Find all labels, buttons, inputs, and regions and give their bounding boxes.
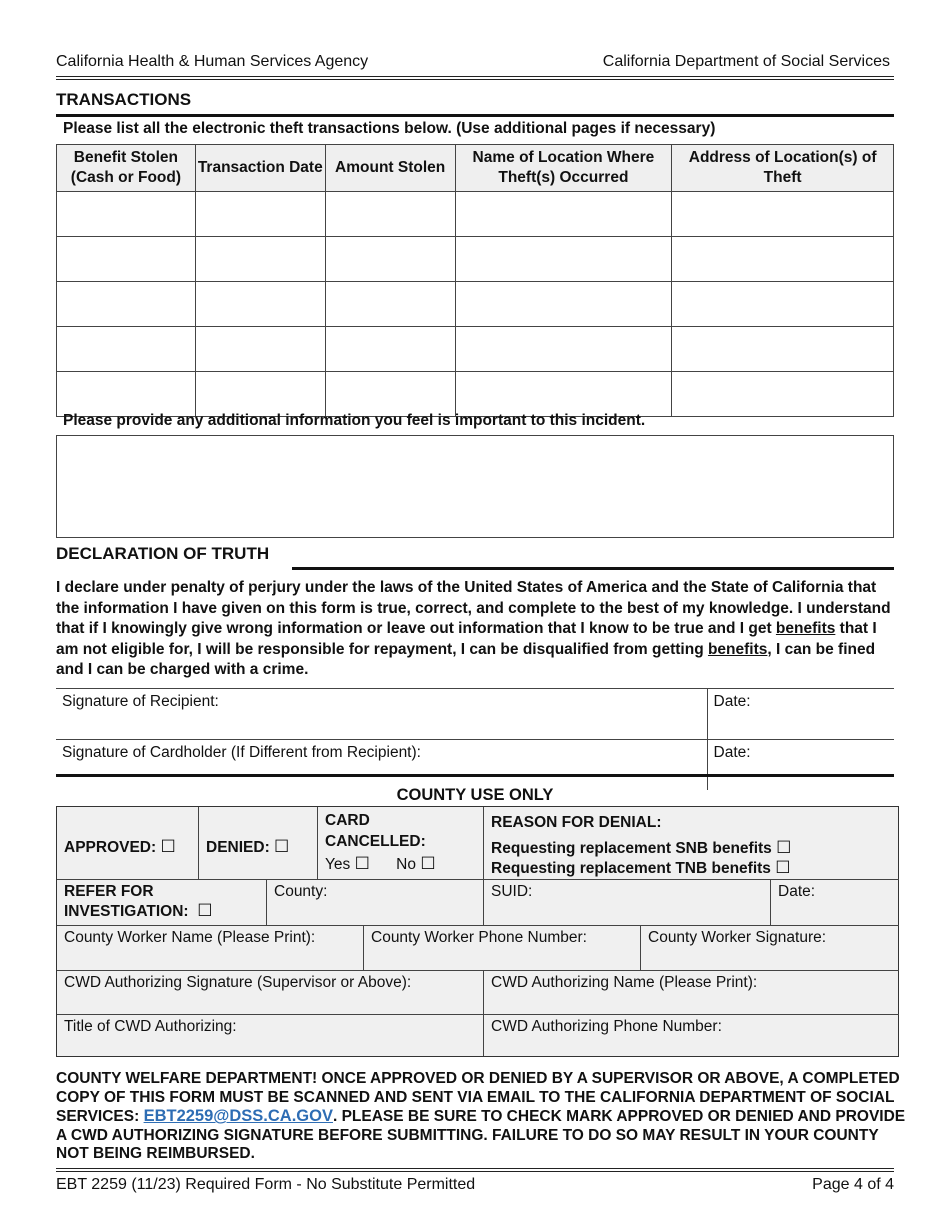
date-label: Date: [713,693,751,710]
table-header-row [57,145,894,192]
worker-name-field[interactable] [57,926,364,971]
cwd-signature-label: CWD Authorizing Signature (Supervisor or Above): [64,974,412,991]
transactions-rule [56,114,894,117]
column-header-benefit: Benefit Stolen (Cash or Food) [57,145,196,192]
page-number: Page 4 of 4 [812,1176,894,1193]
declaration-rule [292,567,894,570]
denied-field[interactable] [199,807,318,880]
county-label: County: [274,883,328,900]
refer-label: REFER FOR INVESTIGATION: [64,883,189,920]
submission-notice [56,1070,906,1164]
recipient-signature-label: Signature of Recipient: [62,693,219,710]
worker-name-label: County Worker Name (Please Print): [64,929,316,946]
benefits-term: benefits [707,640,768,658]
reason-for-denial-field [484,807,899,880]
table-cell[interactable] [325,372,455,417]
cardholder-signature-field[interactable] [56,740,707,791]
table-row [57,237,894,282]
table-cell[interactable] [325,282,455,327]
department-name: California Department of Social Services [602,53,890,70]
denied-label: DENIED: [206,839,270,856]
suid-field[interactable] [484,880,771,926]
table-cell[interactable] [672,327,894,372]
declaration-title: DECLARATION OF TRUTH [56,544,270,563]
refer-checkbox[interactable]: ☐ [197,901,213,920]
column-header-location-name: Name of Location Where Theft(s) Occurred [455,145,672,192]
recipient-date-field[interactable] [707,689,894,740]
denied-checkbox[interactable]: ☐ [274,837,290,856]
column-header-amount: Amount Stolen [325,145,455,192]
table-cell[interactable] [672,282,894,327]
table-cell[interactable] [195,282,325,327]
no-checkbox[interactable]: ☐ [420,854,436,873]
table-cell[interactable] [325,192,455,237]
suid-label: SUID: [491,883,533,900]
cwd-signature-field[interactable] [57,971,484,1015]
date-label: Date: [713,744,751,761]
notice-text: COUNTY WELFARE DEPARTMENT! ONCE APPROVED OR DENIED BY A SUPERVISOR OR ABOVE, A COMPLETED COPY OF THIS FORM MUST BE SCANNED AND SENT VIA EMAIL TO THE CALIFORNIA DEPARTMENT OF SOCIAL SERVICES: [56,1070,900,1126]
table-cell[interactable] [455,282,672,327]
declaration-text [56,578,901,681]
table-row [57,372,894,417]
transactions-title: TRANSACTIONS [56,90,192,109]
table-row [57,327,894,372]
table-cell[interactable] [57,282,196,327]
table-cell[interactable] [455,237,672,282]
column-header-location-address: Address of Location(s) of Theft [672,145,894,192]
transactions-instruction: Please list all the electronic theft transactions below. (Use additional pages if necessary) [63,120,716,137]
yes-label: Yes [325,856,351,873]
table-cell[interactable] [325,327,455,372]
reason-snb-checkbox[interactable]: ☐ [776,838,792,857]
worker-phone-field[interactable] [364,926,641,971]
approved-checkbox[interactable]: ☐ [160,837,176,856]
table-cell[interactable] [57,327,196,372]
approved-label: APPROVED: [64,839,157,856]
card-cancelled-field [318,807,484,880]
yes-checkbox[interactable]: ☐ [354,854,370,873]
submission-email-link[interactable]: EBT2259@DSS.CA.GOV [143,1107,333,1126]
approved-field[interactable] [57,807,199,880]
table-cell[interactable] [672,372,894,417]
table-cell[interactable] [455,372,672,417]
table-cell[interactable] [195,372,325,417]
county-use-title: COUNTY USE ONLY [396,786,554,804]
card-cancelled-label: CARD CANCELLED: [325,812,426,850]
cwd-title-label: Title of CWD Authorizing: [64,1018,237,1035]
transactions-table [56,144,894,417]
county-date-field[interactable] [771,880,899,926]
reason-title: REASON FOR DENIAL: [491,814,662,831]
reason-tnb-label: Requesting replacement TNB benefits [491,860,771,877]
table-cell[interactable] [195,327,325,372]
declaration-text-part: that I am not eligible for, I will be responsible for repayment, I can be disqualified from getting [56,620,877,658]
column-header-date: Transaction Date [195,145,325,192]
cardholder-signature-label: Signature of Cardholder (If Different from Recipient): [62,744,421,761]
table-cell[interactable] [672,192,894,237]
cwd-name-label: CWD Authorizing Name (Please Print): [491,974,758,991]
agency-name: California Health & Human Services Agency [56,53,369,70]
table-cell[interactable] [195,237,325,282]
signature-rule [56,774,894,777]
table-cell[interactable] [325,237,455,282]
additional-info-prompt: Please provide any additional information you feel is important to this incident. [63,412,646,429]
table-cell[interactable] [57,372,196,417]
date-label: Date: [778,883,816,900]
table-cell[interactable] [455,327,672,372]
cwd-name-field[interactable] [484,971,899,1015]
refer-investigation-field[interactable] [57,880,267,926]
header-divider [56,76,894,80]
reason-snb-label: Requesting replacement SNB benefits [491,840,772,857]
table-row [57,192,894,237]
declaration-text-part: I declare under penalty of perjury under the laws of the United States of America and the State of California that the information I have given on this form is true, correct, and complete to the best of my knowledge. I understand that if I knowingly give wrong information or leave out information that I know to be true and I get [56,579,891,638]
worker-signature-label: County Worker Signature: [648,929,827,946]
county-use-box [56,806,899,1057]
worker-signature-field[interactable] [641,926,899,971]
notice-text: . PLEASE BE SURE TO CHECK MARK APPROVED OR DENIED AND PROVIDE A CWD AUTHORIZING SIGNATURE BEFORE SUBMITTING. FAILURE TO DO SO MAY RESULT IN YOUR COUNTY NOT BEING REIMBURSED. [56,1108,906,1163]
signature-row [56,689,894,740]
cwd-title-field[interactable] [57,1015,484,1056]
cwd-phone-field[interactable] [484,1015,899,1056]
form-identifier: EBT 2259 (11/23) Required Form - No Substitute Permitted [56,1176,476,1193]
cwd-phone-label: CWD Authorizing Phone Number: [491,1018,722,1035]
worker-phone-label: County Worker Phone Number: [371,929,587,946]
declaration-text-part: , I can be fined and I can be charged with a crime. [56,640,876,679]
reason-tnb-checkbox[interactable]: ☐ [775,858,791,877]
benefits-term: benefits [775,620,836,638]
table-row [57,282,894,327]
footer-divider [56,1168,894,1172]
signature-row [56,740,894,791]
table-cell[interactable] [57,192,196,237]
cardholder-date-field[interactable] [707,740,894,791]
table-cell[interactable] [672,237,894,282]
no-label: No [396,856,416,873]
county-field[interactable] [267,880,484,926]
recipient-signature-field[interactable] [56,689,707,740]
table-cell[interactable] [455,192,672,237]
table-cell[interactable] [195,192,325,237]
additional-info-field[interactable] [56,435,894,538]
table-cell[interactable] [57,237,196,282]
